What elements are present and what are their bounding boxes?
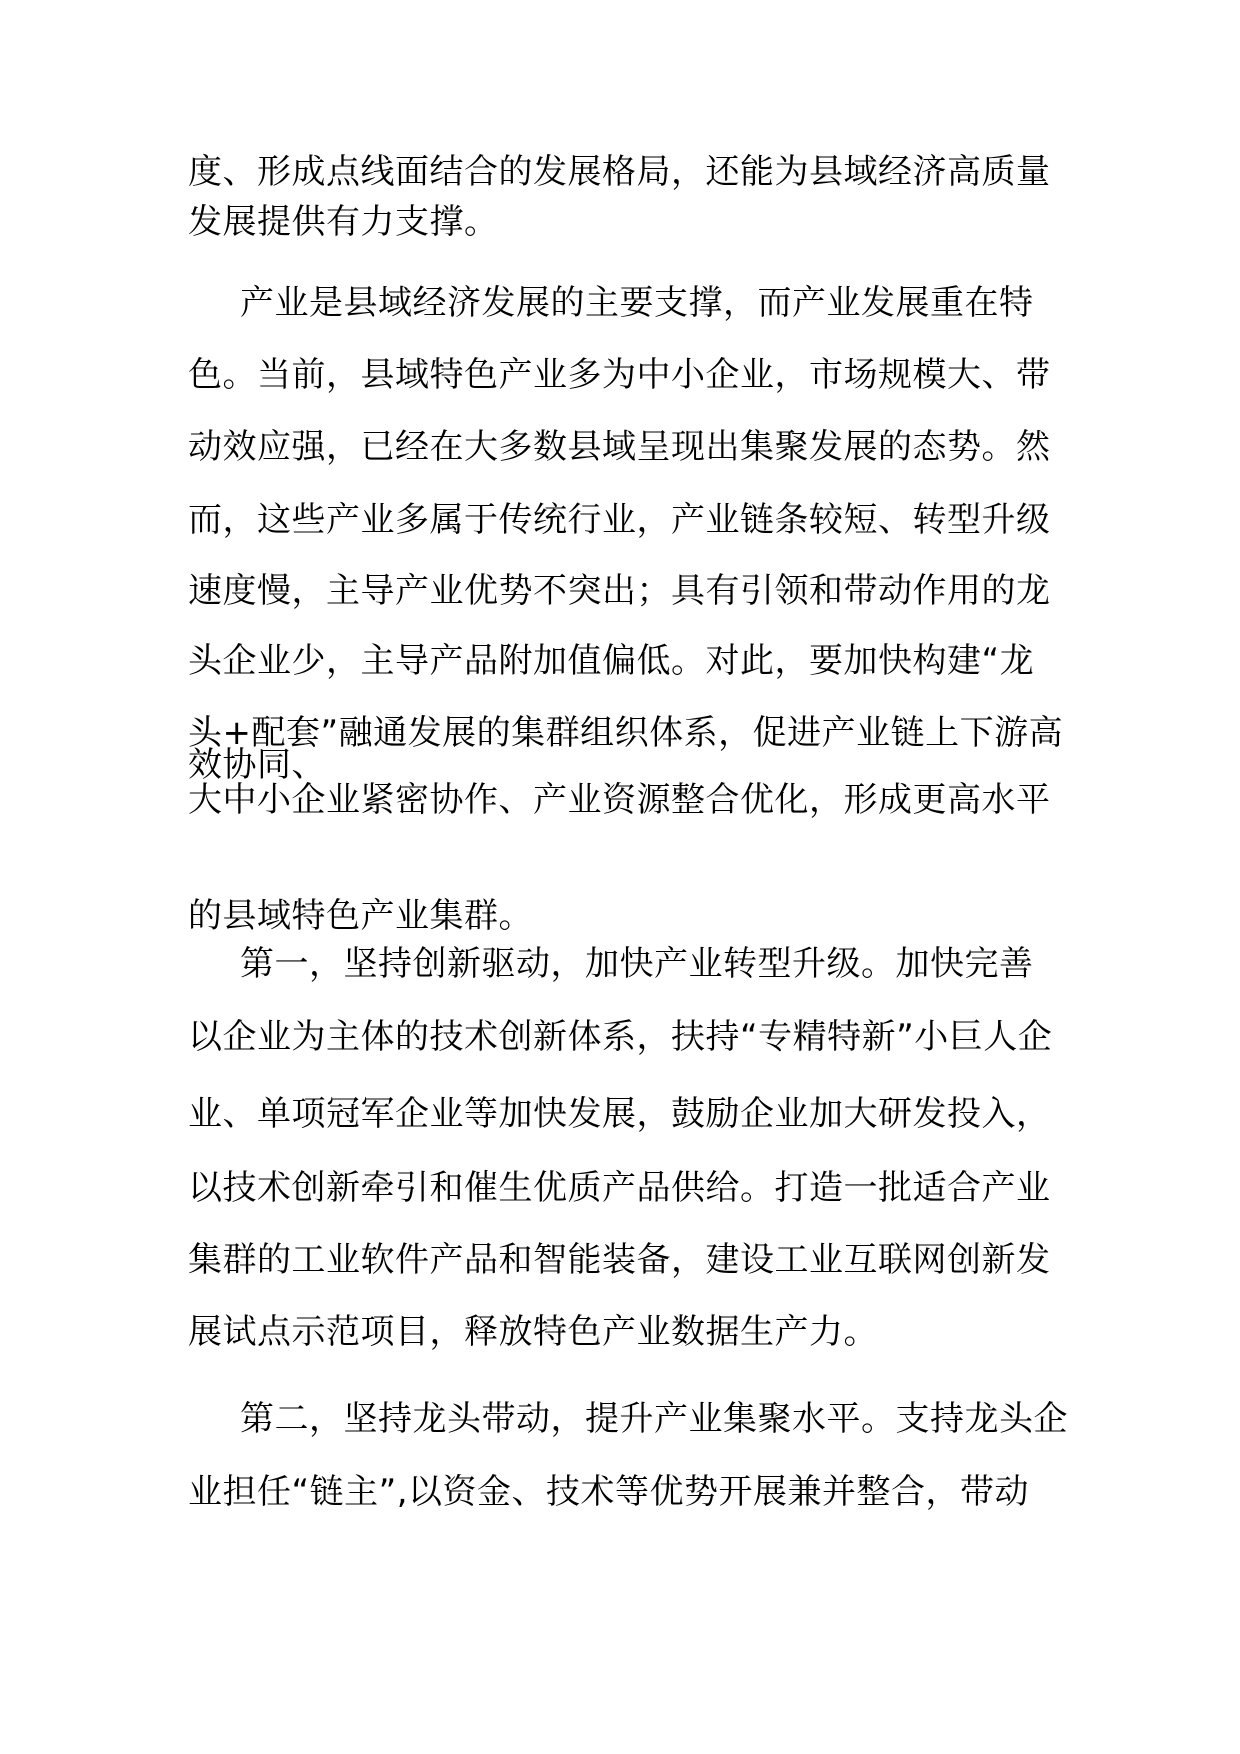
text-line: 动效应强，已经在大多数县域呈现出集聚发展的态势。然 (188, 427, 1051, 467)
text-line: 业、单项冠军企业等加快发展，鼓励企业加大研发投入， (188, 1094, 1051, 1134)
text-line: 色。当前，县域特色产业多为中小企业，市场规模大、带 (188, 355, 1051, 395)
paragraph-start-line: 第二，坚持龙头带动，提升产业集聚水平。支持龙头企 (240, 1399, 1068, 1439)
text-line: 集群的工业软件产品和智能装备，建设工业互联网创新发 (188, 1240, 1051, 1280)
text-line: 头+配套”融通发展的集群组织体系，促进产业链上下游高 (188, 713, 1064, 753)
text-line: 大中小企业紧密协作、产业资源整合优化，形成更高水平 (188, 780, 1051, 820)
text-line: 效协同、 (188, 745, 326, 785)
text-line: 展试点示范项目，释放特色产业数据生产力。 (188, 1312, 878, 1352)
text-line: 的县域特色产业集群。 (188, 896, 533, 936)
text-line: 度、形成点线面结合的发展格局，还能为县域经济高质量 (188, 152, 1051, 192)
text-line: 以技术创新牵引和催生优质产品供给。打造一批适合产业 (188, 1168, 1051, 1208)
text-line: 而，这些产业多属于传统行业，产业链条较短、转型升级 (188, 500, 1051, 540)
text-line: 业担任“链主”,以资金、技术等优势开展兼并整合，带动 (188, 1472, 1030, 1512)
text-line: 速度慢，主导产业优势不突出；具有引领和带动作用的龙 (188, 571, 1051, 611)
text-line: 头企业少，主导产品附加值偏低。对此，要加快构建“龙 (188, 641, 1035, 681)
paragraph-start-line: 第一，坚持创新驱动，加快产业转型升级。加快完善 (240, 944, 1034, 984)
text-line: 以企业为主体的技术创新体系，扶持“专精特新”小巨人企 (188, 1017, 1053, 1057)
paragraph-start-line: 产业是县域经济发展的主要支撑，而产业发展重在特 (240, 283, 1034, 323)
text-line: 发展提供有力支撑。 (188, 202, 499, 242)
